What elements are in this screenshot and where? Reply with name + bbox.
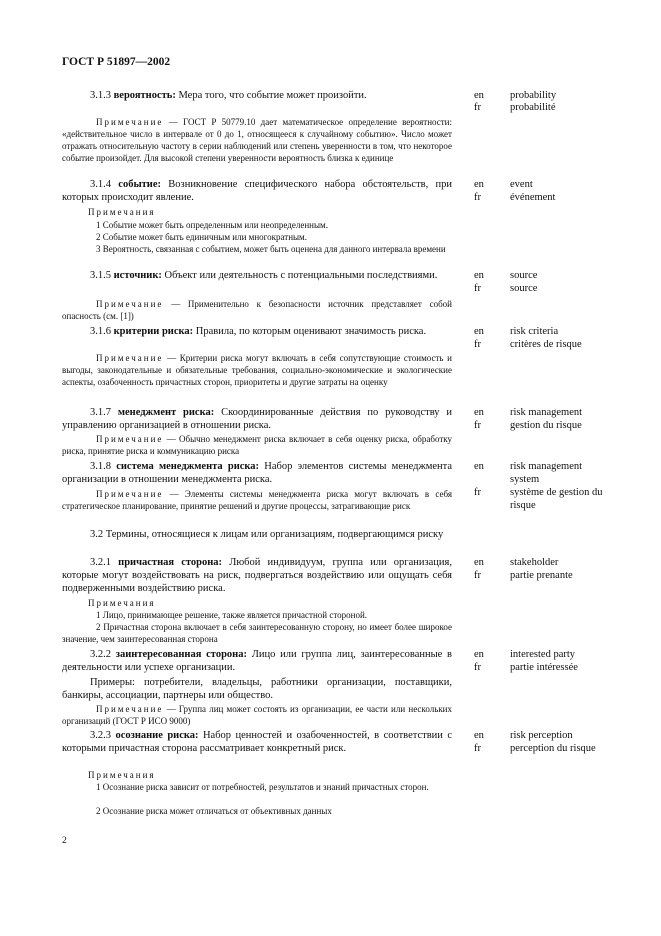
translation-en: source <box>510 270 538 281</box>
notes-heading: Примечания <box>88 598 156 608</box>
translation-fr: événement <box>510 192 556 203</box>
entry-3-1-6: 3.1.6 критерии риска: Правила, по которым оценивают значимость риска. <box>90 326 427 337</box>
lang-en: en <box>474 557 484 568</box>
lang-fr: fr <box>474 102 481 113</box>
lang-en: en <box>474 179 484 190</box>
note: Примечание — Критерии риска могут включать в себя сопутствующие стоимость и выгоды, законодательные и обязательные требования, социально-экономические и экологические аспекты, озабоченность причастных сторон, приоритеты и другие затраты на оценку <box>62 353 452 387</box>
translation-fr: perception du risque <box>510 743 596 754</box>
translation-en: probability <box>510 90 557 101</box>
term: заинтересованная сторона: <box>115 649 247 660</box>
term: осознание риска: <box>115 730 199 741</box>
notes-heading: Примечания <box>88 770 156 780</box>
lang-en: en <box>474 407 484 418</box>
note: Примечание — Обычно менеджмент риска включает в себя оценку риска, обработку риска, принятие риска и коммуникацию риска <box>62 434 453 456</box>
entry-3-1-5: 3.1.5 источник: Объект или деятельность с потенциальными последствиями. <box>90 270 438 281</box>
translation-fr: partie prenante <box>510 570 573 581</box>
lang-fr: fr <box>474 743 481 754</box>
lang-en: en <box>474 270 484 281</box>
translation-fr: critères de risque <box>510 339 582 350</box>
term: источник: <box>113 270 162 281</box>
translation-fr: probabilité <box>510 102 556 113</box>
note: 2 Событие может быть единичным или многократным. <box>96 232 308 242</box>
note: 2 Причастная сторона включает в себя заинтересованную сторону, но имеет более широкое значение, чем заинтересованная сторона <box>62 622 452 644</box>
lang-en: en <box>474 649 484 660</box>
page-number: 2 <box>62 836 67 846</box>
lang-en: en <box>474 326 484 337</box>
lang-fr: fr <box>474 192 481 203</box>
term: менеджмент риска: <box>117 407 215 418</box>
lang-en: en <box>474 461 484 472</box>
lang-fr: fr <box>474 339 481 350</box>
section-3-2: 3.2 Термины, относящиеся к лицам или организациям, подвергающимся риску <box>90 529 444 540</box>
term: причастная сторона: <box>118 557 223 568</box>
term: событие: <box>118 179 162 190</box>
translation-fr: source <box>510 283 538 294</box>
note: Примечание — Элементы системы менеджмента риска могут включать в себя стратегическое планирование, принятие решений и другие процессы, затрагивающие риск <box>62 489 452 511</box>
note: 1 Осознание риска зависит от потребностей, результатов и знаний причастных сторон. <box>96 782 429 792</box>
note: 1 Событие может быть определенным или неопределенным. <box>96 220 328 230</box>
entry-3-2-1: 3.2.1 причастная сторона: Любой индивидуум, группа или организация, которые могут воздействовать на риск, подвергаться воздействию или ощущать себя подверженными воздействию риска. <box>62 557 452 594</box>
translation-en: event <box>510 179 533 190</box>
term: система менеджмента риска: <box>116 461 260 472</box>
translation-fr: système de gestion du risque <box>510 487 603 511</box>
translation-en: risk criteria <box>510 326 559 337</box>
note: 1 Лицо, принимающее решение, также является причастной стороной. <box>96 610 368 620</box>
lang-fr: fr <box>474 487 481 498</box>
document-header: ГОСТ Р 51897—2002 <box>62 56 171 68</box>
entry-3-1-4: 3.1.4 событие: Возникновение специфического набора обстоятельств, при которых происходит явление. <box>62 179 453 203</box>
entry-3-1-3: 3.1.3 вероятность: Мера того, что событие может произойти. <box>90 90 367 101</box>
lang-en: en <box>474 730 484 741</box>
translation-en: stakeholder <box>510 557 559 568</box>
note: Примечание — Применительно к безопасности источник представляет собой опасность (см. [1]) <box>62 299 452 321</box>
lang-fr: fr <box>474 570 481 581</box>
lang-fr: fr <box>474 283 481 294</box>
note: Примечание — ГОСТ Р 50779.10 дает математическое определение вероятности: «действительное число в интервале от 0 до 1, относящееся к случайному событию». Число может отражать относительную частоту в серии наблюдений или степень уверенности в том, что некоторое событие произойдет. Для высокой степени уверенности вероятность близка к единице <box>62 117 452 163</box>
entry-3-2-2: 3.2.2 заинтересованная сторона: Лицо или группа лиц, заинтересованные в деятельности или успехе организации. <box>62 649 453 673</box>
examples: Примеры: потребители, владельцы, работники организации, поставщики, банкиры, ассоциации, партнеры или общество. <box>62 677 452 701</box>
lang-fr: fr <box>474 420 481 431</box>
lang-en: en <box>474 90 484 101</box>
entry-3-2-3: 3.2.3 осознание риска: Набор ценностей и озабоченностей, в соответствии с которыми причастная сторона рассматривает конкретный риск. <box>62 730 453 754</box>
translation-fr: gestion du risque <box>510 420 582 431</box>
term: вероятность: <box>113 90 176 101</box>
entry-3-1-7: 3.1.7 менеджмент риска: Скоординированные действия по руководству и управлению организацией в отношении риска. <box>62 407 453 431</box>
lang-fr: fr <box>474 662 481 673</box>
notes-heading: Примечания <box>88 207 156 217</box>
translation-en: interested party <box>510 649 576 660</box>
translation-en: risk management system <box>510 461 583 485</box>
note: Примечание — Группа лиц может состоять из организации, ее части или нескольких организаций (ГОСТ Р ИСО 9000) <box>62 704 453 726</box>
translation-en: risk perception <box>510 730 573 741</box>
translation-fr: partie intéressée <box>510 662 578 673</box>
translation-en: risk management <box>510 407 583 418</box>
note: 2 Осознание риска может отличаться от объективных данных <box>96 806 332 816</box>
term: критерии риска: <box>113 326 194 337</box>
entry-3-1-8: 3.1.8 система менеджмента риска: Набор элементов системы менеджмента организации в отношении менеджмента риска. <box>62 461 453 485</box>
note: 3 Вероятность, связанная с событием, может быть оценена для данного интервала времени <box>96 244 446 254</box>
